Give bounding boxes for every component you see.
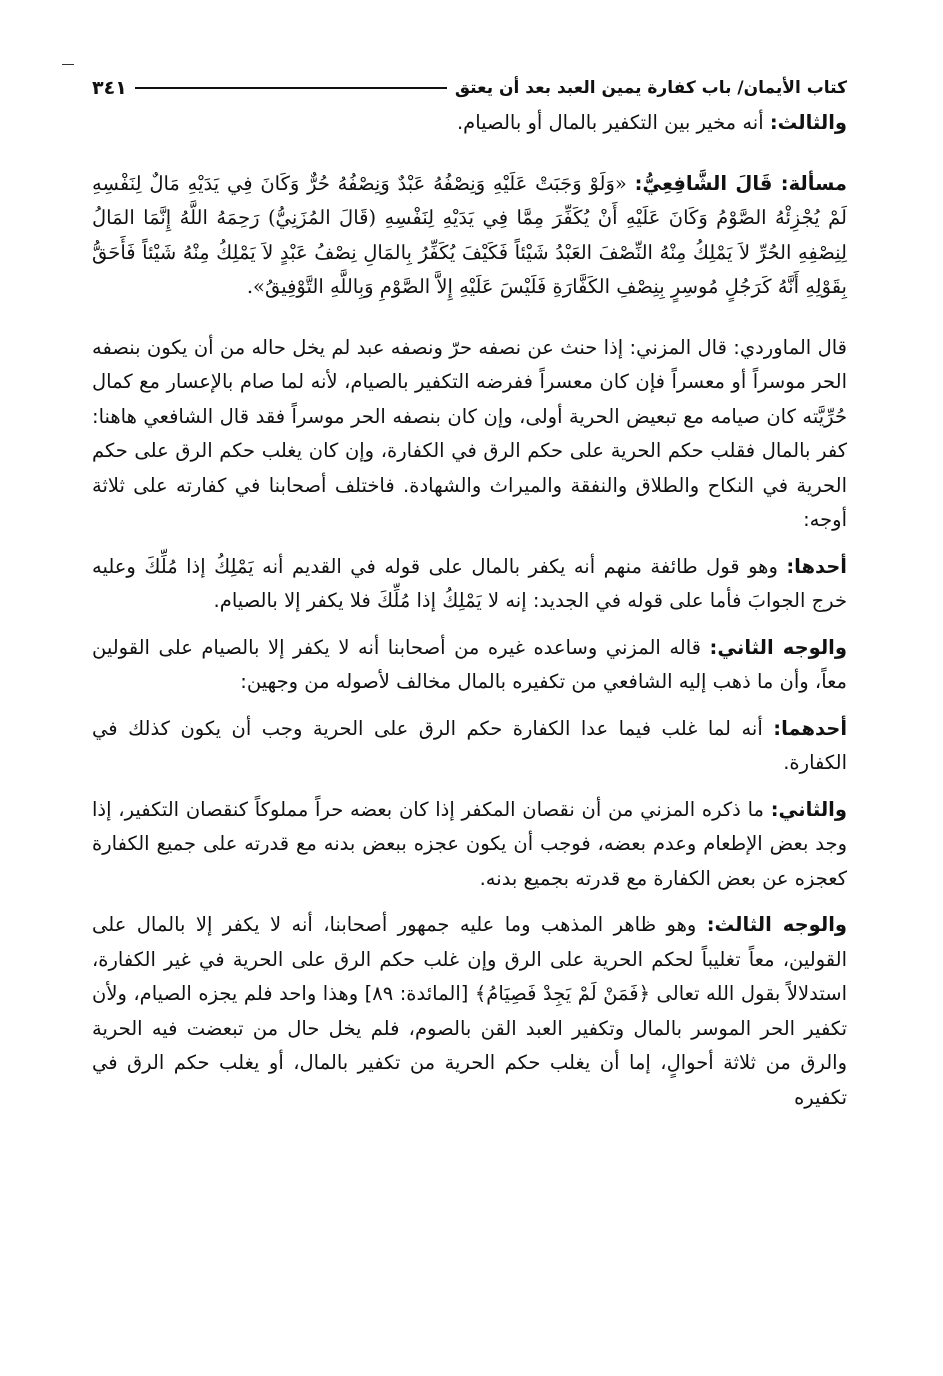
- paragraph-first-reason: [92, 712, 847, 781]
- paragraph-text: أنه مخير بين التكفير بالمال أو بالصيام.: [456, 111, 770, 134]
- paragraph-text: قاله المزني وساعده غيره من أصحابنا أنه لا يكفر إلا بالصيام على القولين معاً، وأن ما ذهب إليه الشافعي من تكفيره بالمال مخالف لأصوله من وجهين:: [92, 635, 847, 693]
- top-edge-mark: [62, 64, 74, 65]
- paragraph-lead: والوجه الثاني:: [709, 635, 847, 659]
- running-header: [92, 70, 847, 106]
- paragraph-text: قال الماوردي: قال المزني: إذا حنث عن نصفه حرّ ونصفه عبد لم يخل حاله من أن يكون بنصفه الحر موسراً أو معسراً فإن كان معسراً ففرضه التكفير بالصيام، لأنه لما صام بالإعسار مع كمال حُرِّيَّته كان صيامه مع تبعيض الحرية أولى، وإن كان بنصفه الحر موسراً فقد قال الشافعي هاهنا: كفر بالمال فقلب حكم الحرية على حكم الرق في الكفارة، وإن كان يغلب حكم الرق على حكم الحرية في النكاح والطلاق والنفقة والميراث والشهادة. فاختلف أصحابنا في كفارته على ثلاثة أوجه:: [92, 335, 847, 531]
- book-page: [92, 70, 847, 1356]
- paragraph-lead: والثالث:: [769, 111, 847, 134]
- paragraph-mawardi: [92, 331, 847, 538]
- paragraph-text: أنه لما غلب فيما عدا الكفارة حكم الرق على الحرية وجب أن يكون كذلك في الكفارة.: [92, 716, 847, 774]
- paragraph-text: وهو ظاهر المذهب وما عليه جمهور أصحابنا، أنه لا يكفر إلا بالمال على القولين، معاً تغليباً لحكم الحرية على الرق وإن غلب حكم الرق على الحرية في غير الكفارة، استدلالاً بقول الله تعالى ﴿فَمَنْ لَمْ يَجِدْ فَصِيَامُ﴾ [المائدة: ٨٩] وهذا واحد فلم يجزه الصيام، ولأن تكفير الحر الموسر بالمال وتكفير العبد القن بالصوم، فلم يخل حال من تبعضت فيه الحرية والرق من ثلاثة أحوالٍ، إما أن يغلب حكم الحرية من تكفير بالمال، أو يغلب حكم الرق في تكفيره: [92, 913, 847, 1109]
- paragraph-lead: مسألة: قَالَ الشَّافِعِيُّ:: [634, 171, 847, 195]
- paragraph-masala: [92, 167, 847, 305]
- paragraph-lead: والوجه الثالث:: [706, 913, 847, 936]
- header-rule: [135, 87, 447, 89]
- paragraph-text: ما ذكره المزني من أن نقصان المكفر إذا كان بعضه حراً مملوكاً كنقصان التكفير، إذا وجد بعض الإطعام وعدم بعضه، فوجب أن يكون عجزه ببعض بدنه مع قدرته على جميع الكفارة كعجزه عن بعض الكفارة مع قدرته بجميع بدنه.: [92, 797, 847, 890]
- paragraph-third-option: [92, 106, 847, 141]
- page-number: ٣٤١: [92, 77, 127, 99]
- paragraph-lead: والثاني:: [770, 797, 847, 821]
- paragraph-lead: أحدهما:: [773, 716, 847, 740]
- paragraph-second-view: [92, 631, 847, 700]
- paragraph-second-reason: [92, 793, 847, 897]
- paragraph-third-view: [92, 908, 847, 1115]
- paragraph-first-view: [92, 550, 847, 619]
- chapter-title: كتاب الأيمان/ باب كفارة يمين العبد بعد أن يعتق: [454, 78, 847, 98]
- paragraph-lead: أحدها:: [786, 554, 847, 578]
- paragraph-text: وهو قول طائفة منهم أنه يكفر بالمال على قوله في القديم أنه يَمْلِكُ إذا مُلِّكَ وعليه خرج الجوابَ فأما على قوله في الجديد: إنه لا يَمْلِكُ إذا مُلِّكَ فلا يكفر إلا بالصيام.: [92, 554, 847, 612]
- paragraph-text: «وَلَوْ وَجَبَتْ عَلَيْهِ وَنِصْفُهُ عَبْدٌ وَنِصْفُهُ حُرٌّ وَكَانَ فِي يَدَيْهِ مَالٌ لِنَفْسِهِ لَمْ يُجْزِئْهُ الصَّوْمُ وَكَانَ عَلَيْهِ أَنْ يُكَفِّرَ مِمَّا فِي يَدَيْهِ لِنَفْسِهِ (قَالَ المُزَنِيُّ) رَحِمَهُ اللَّهُ إِنَّمَا المَالُ لِنِصْفِهِ الحُرِّ لاَ يَمْلِكُ مِنْهُ النِّصْفَ العَبْدُ شَيْئاً فَكَيْفَ يُكَفِّرُ بِالمَالِ نِصْفُ عَبْدٍ لاَ يَمْلِكُ مِنْهُ شَيْئاً فَأَحَقُّ بِقَوْلِهِ أَنَّهُ كَرَجُلٍ مُوسِرٍ بِنِصْفِ الكَفَّارَةِ فَلَيْسَ عَلَيْهِ إِلاَّ الصَّوْمِ وَبِاللَّهِ التَّوْفِيقُ».: [92, 171, 847, 298]
